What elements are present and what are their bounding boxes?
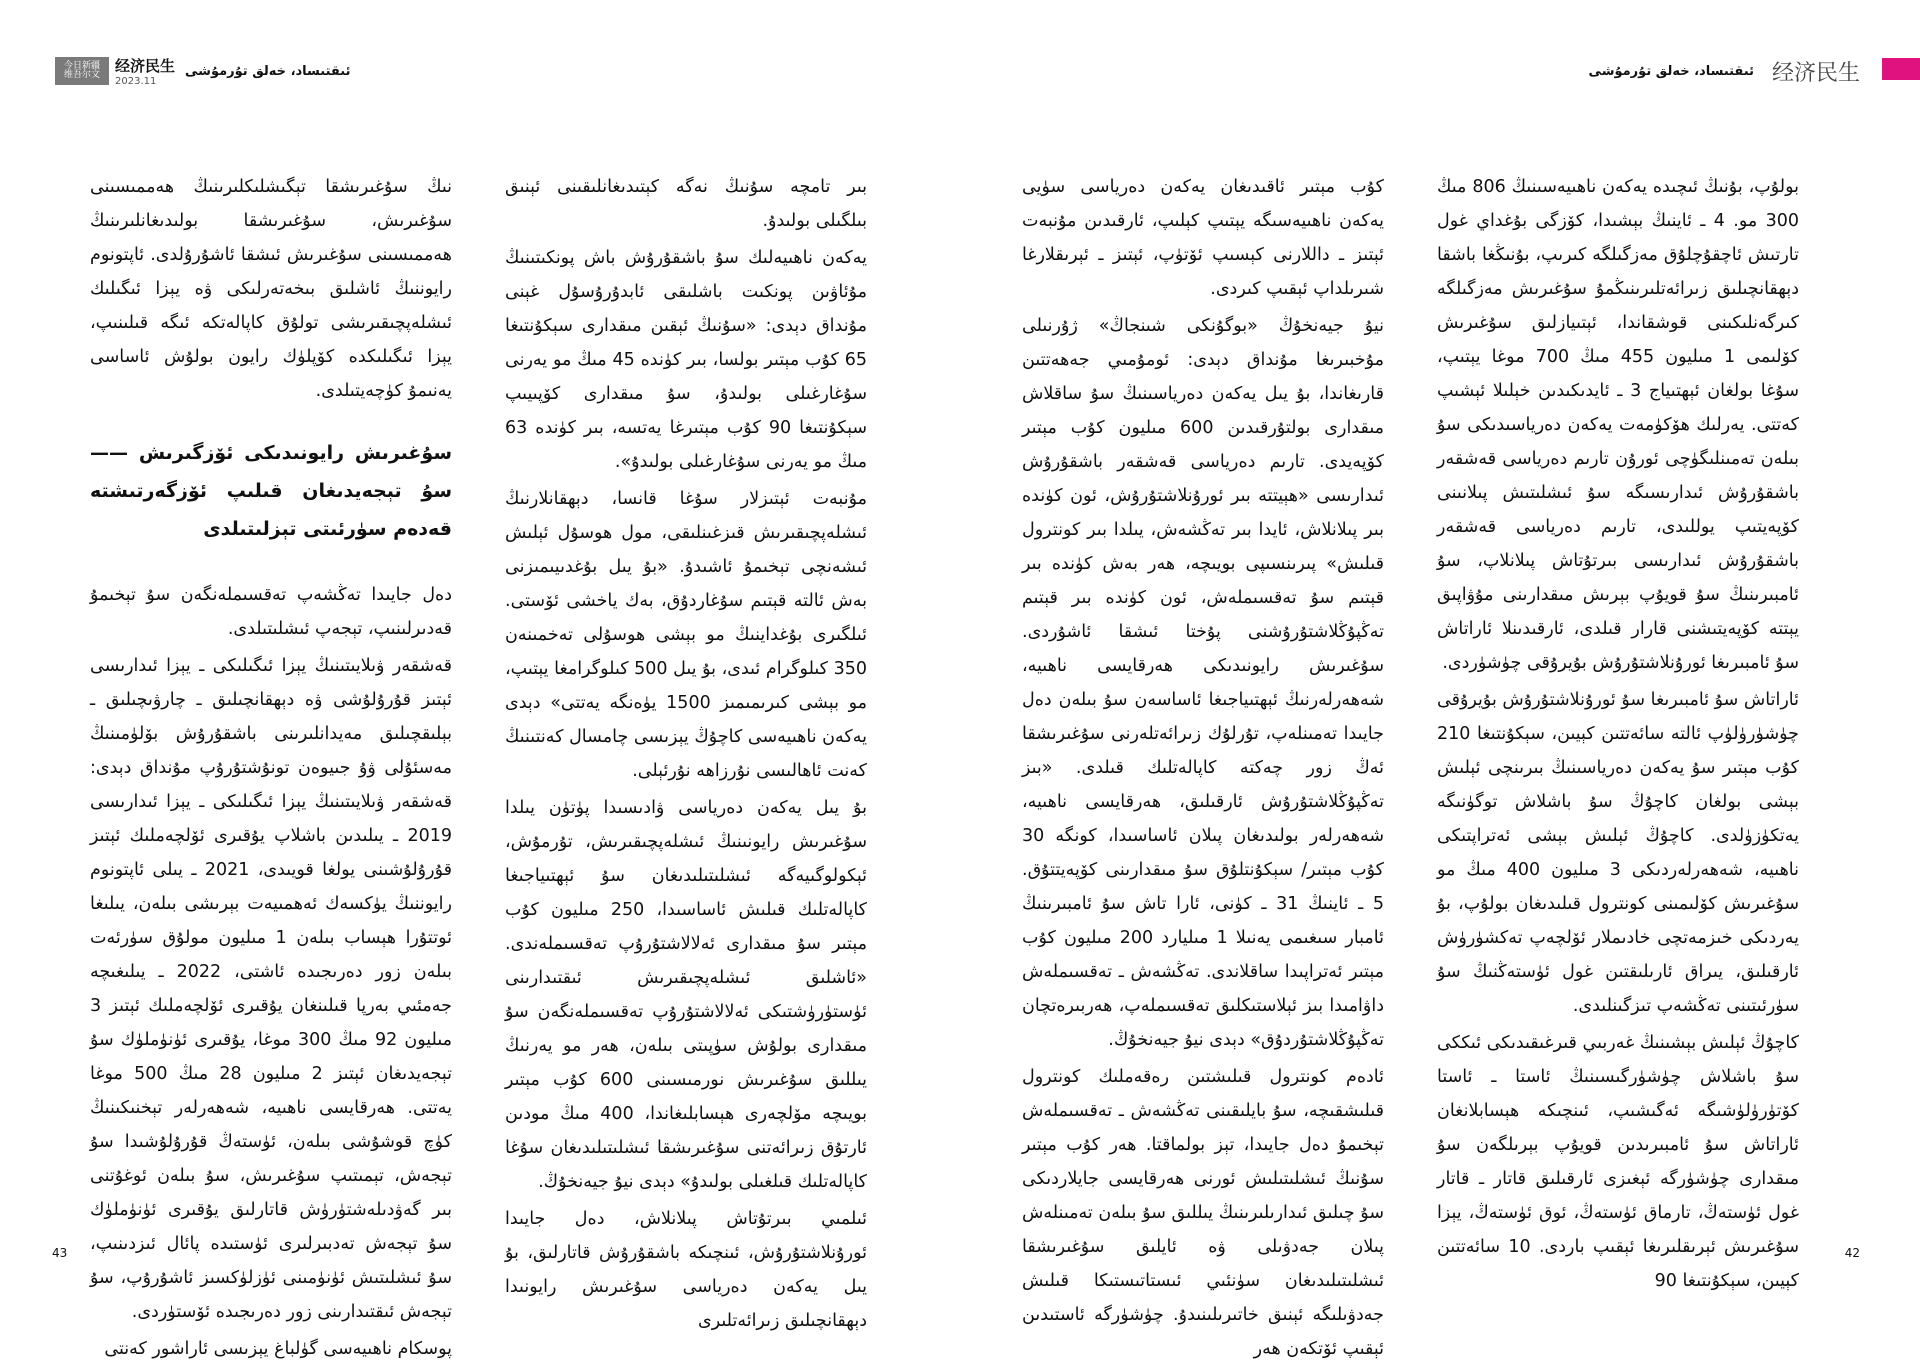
paragraph: نيۇ جيەنخۇڭ «بوگۇنكى شىنجاڭ» ژۇرنىلى مۇخبىرىغا مۇنداق دېدى: ئومۇمىي جەھەتتىن قارىغاندا، بۇ يىل يەكەن دەرياسىنىڭ سۇ ساقلاش مىقدارى بولتۇرقىدىن 600 مىليون كۇب مېتىر كۆپەيدى. تارىم دەرياسى قەشقەر باشقۇرۇش ئىدارىسى «ھېيتتە بىر ئورۇنلاشتۇرۇش، ئون كۈندە بىر پىلانلاش، ئايدا بىر تەڭشەش، يىلدا بىر كونترول قىلىش» پىرىنسىپى بويىچە، ھەر بەش كۈندە بىر قېتىم سۇ تەقسىملەش، ئون كۈندە بىر قېتىم تەڭپۇڭلاشتۇرۇشنى پۇختا ئىشقا ئاشۇردى. سۇغىرىش رايونىدىكى ھەرقايسى ناھىيە، شەھەرلەرنىڭ ئېھتىياجىغا ئاساسەن سۇ بىلەن دەل جايىدا تەمىنلەپ، تۇرلۇك زىرائەتلەرنى سۇغىرىشقا ئەڭ زور چەكتە كاپالەتلىك قىلدى. «بىز تەڭپۇڭلاشتۇرۇش ئارقىلىق، ھەرقايسى ناھىيە، شەھەرلەر بولىدىغان پىلان ئاساسىدا، كونگە 30 كۇب مېتىر/ سېكۇنتلۇق سۇ مىقدارىنى كۆپەيتتۇق. 5 ـ ئاينىڭ 31 ـ كۈنى، ئارا تاش سۇ ئامبىرىنىڭ ئامبار سىغىمى يەنىلا 1 مىليارد 200 مىليون كۇب مېتىر ئەتراپىدا ساقلاندى. تەڭشەش ـ تەقسىملەش داۋامىدا بىز ئېلاستىكلىق تەقسىملەپ، ھەربىرەتچان تەڭپۇڭلاشتۇردۇق» دېدى نيۇ جيەنخۇڭ. <box>1022 316 1385 1050</box>
section-title-right: 经济民生 <box>1771 60 1860 86</box>
header-title-block <box>115 55 175 87</box>
logo-top-text: 今日新疆 <box>63 61 100 71</box>
paragraph: قەشقەر ۋىلايىتىنىڭ يېزا ئىگىلىكى ـ يېزا ئىدارىسى ئېتىز قۇرۇلۇشى ۋە دېھقانچىلىق ـ چارۋىچىلىق ـ بېلىقچىلىق مەيدانلىرىنى باشقۇرۇش بۆلۈمىنىڭ مەسئۇلى ۋۇ جىيوەن تونۇشتۇرۇپ مۇنداق دېدى: قەشقەر ۋىلايىتىنىڭ يېزا ئىگىلىكى ـ يېزا ئىدارىسى 2019 ـ يىلىدىن باشلاپ يۇقىرى ئۆلچەملىك ئېتىز قۇرۇلۇشىنى يولغا قويىدى، 2021 ـ يىلى ئاپتونوم رايوننىڭ يۈكسەك ئەھمىيەت بېرىشى بىلەن، يىلىغا ئوتتۇرا ھېساب بىلەن 1 مىليون مولۇق سۈرئەت بىلەن زور دەرىجىدە ئاشتى، 2022 ـ يىلىغىچە جەمئىي بەرپا قىلىنغان يۇقىرى ئۆلچەملىك ئېتىز 3 مىليون 92 مىڭ 300 موغا، يۇقىرى ئۈنۈملۈك سۇ تېجەيدىغان ئېتىز 2 مىليون 28 مىڭ 500 موغا يەتتى. ھەرقايسى ناھىيە، شەھەرلەر تېخنىكىنىڭ كۈچ قوشۇشى بىلەن، ئۈستەڭ قۇرۇلۇشىدا سۇ تېجەش، تېمىتىپ سۇغىرىش، سۇ بىلەن ئوغۇتنى بىر گەۋدىلەشتۈرۈش قاتارلىق يۇقىرى ئۈنۈملۈك سۇ تېجەش تەدبىرلىرى ئۈستىدە پائال ئىزدىنىپ، سۇ ئىشلىتىش ئۈنۈمىنى ئۈزلۈكسىز ئاشۇرۇپ، سۇ تېجەش ئىقتىدارىنى زور دەرىجىدە ئۆستۈردى. <box>90 656 452 1322</box>
section-subtitle: ئىقتىساد، خەلق تۇرمۇشى <box>185 63 351 79</box>
paragraph: بولۇپ، بۇنىڭ ئىچىدە يەكەن ناھىيەسىنىڭ 806 مىڭ 300 مو. 4 ـ ئاينىڭ بېشىدا، كۆزگى بۇغداي غول تارتىش ئاچقۇچلۇق مەزگىلگە كىرىپ، بۇنىڭغا باشقا دېھقانچىلىق زىرائەتلىرىنىڭمۇ سۇغىرىش مەزگىلگە كىرگەنلىكىنى قوشقاندا، ئېتىيازلىق سۇغىرىش كۆلىمى 1 مىليون 455 مىڭ 700 موغا يېتىپ، سۇغا بولغان ئېھتىياج 3 ـ ئايدىكىدىن خېلىلا ئېشىپ كەتتى. يەرلىك ھۆكۈمەت يەكەن دەرياسىدىكى سۇ بىلەن تەمىنلىگۈچى ئورۇن تارىم دەرياسى قەشقەر باشقۇرۇش ئىدارىسىگە سۇ ئىشلىتىش پىلانىنى كۆپەيتىپ يوللىدى، تارىم دەرياسى قەشقەر باشقۇرۇش ئىدارىسى بىرتۇتاش پىلانلاپ، سۇ ئامبىرىنىڭ سۇ قويۇپ بېرىش مىقدارىنى مۇۋاپىق يېتتە كۆپەيتىشنى قارار قىلدى، ئارقىدىنلا ئاراتاش سۇ ئامبىرىغا ئورۇنلاشتۇرۇش بۇيرۇقى چۈشۈردى. <box>1437 177 1799 673</box>
header-left <box>55 57 351 87</box>
magazine-logo <box>55 57 109 85</box>
section-heading: سۇغىرىش رايونىدىكى ئۆزگىرىش —— سۇ تېجەيدىغان قىلىپ ئۆزگەرتىشتە قەدەم سۈرئىتى تېزلىتىلدى <box>90 442 452 540</box>
paragraph: مۇنبەت ئېتىزلار سۇغا قانسا، دېھقانلارنىڭ ئىشلەپچىقىرىش قىزغىنلىقى، مول ھوسۇل ئېلىش ئىشەنچى تېخىمۇ ئاشىدۇ. «بۇ يىل بۇغدىيىمىزنى بەش ئالتە قېتىم سۇغاردۇق، بەك ياخشى ئۆستى. ئىلگىرى بۇغداينىڭ مو بېشى ھوسۇلى تەخمىنەن 350 كىلوگرام ئىدى، بۇ يىل 500 كىلوگرامغا يېتىپ، مو بېشى كىرىمىمىز 1500 يۈەنگە يەتتى» دېدى يەكەن ناھىيەسى كاچۇڭ يېزىسى چامسال كەنتىنىڭ كەنت ئاھالىسى نۇرزاھە نۇرئېلى. <box>505 489 867 781</box>
header-right <box>1579 58 1860 84</box>
page-number-right: 42 <box>1844 1246 1860 1260</box>
paragraph: ئادەم كونترول قىلىشتىن رەقەملىك كونترول قىلىشقىچە، سۇ بايلىقىنى تەڭشەش ـ تەقسىملەش تېخىمۇ دەل جايىدا، تېز بولماقتا. ھەر كۇب مېتىر سۇنىڭ ئىشلىتىلىش ئورنى ھەرقايسى جايلاردىكى سۇ چىلىق ئىدارىلىرىنىڭ يىللىق سۇ بىلەن تەمىنلەش پىلان جەدۋىلى ۋە ئايلىق سۇغىرىشقا ئىشلىتىلىدىغان سۈنئىي ئىستاتىستىكا قىلىش جەدۋىلىگە ئېنىق خاتىرىلىنىدۇ. چۈشۈرگە ئاستىدىن ئېقىپ ئۆتكەن ھەر <box>1022 1067 1384 1359</box>
column-2 <box>505 170 867 1341</box>
page-number-left: 43 <box>52 1246 68 1260</box>
paragraph: بۇ يىل يەكەن دەرياسى ۋادىسىدا پۈتۈن يىلدا سۇغىرىش رايونىنىڭ ئىشلەپچىقىرىش، تۇرمۇش، ئېكولوگىيەگە ئىشلىتىلىدىغان سۇ ئېھتىياجىغا كاپالەتلىك قىلىش ئاساسىدا، 250 مىليون كۇب مېتىر سۇ مىقدارى ئەلالاشتۇرۇپ تەقسىملەندى. «ئاشلىق ئىشلەپچىقىرىش ئىقتىدارىنى ئۈستۈرۈشتىكى ئەلالاشتۇرۇپ تەقسىملەنگەن سۇ مىقدارى بولۇش سۈپىتى بىلەن، ھەر مو يەرنىڭ يىللىق سۇغىرىش نورمىسىنى 600 كۇب مېتىر بويىچە مۆلچەرى ھېسابلىغاندا، 400 مىڭ مودىن ئارتۇق زىرائەتنى سۇغىرىشقا ئىشلىتىلىدىغان سۇغا كاپالەتلىك قىلغىلى بولىدۇ» دېدى نيۇ جيەنخۇڭ. <box>505 798 867 1192</box>
paragraph: بىر تامچە سۇنىڭ نەگە كېتىدىغانلىقىنى ئېنىق بىلگىلى بولىدۇ. <box>505 177 867 231</box>
issue-date: 2023.11 <box>115 76 157 87</box>
paragraph: نىڭ سۇغىرىشقا تېگىشلىكلىرىنىڭ ھەممىسىنى سۇغىرىش، سۇغىرىشقا بولىدىغانلىرىنىڭ ھەممىسىنى سۇغىرىش ئىشقا ئاشۇرۇلدى. ئاپتونوم رايوننىڭ ئاشلىق بىخەتەرلىكى ۋە يېزا ئىگىلىك ئىشلەپچىقىرىشى تولۇق كاپالەتكە ئىگە قىلىنىپ، يېزا ئىگىلىكدە كۆپلۈك رايون بولۇش ئاساسى يەنىمۇ كۈچەيتىلدى. <box>90 177 452 401</box>
section-title: 经济民生 <box>115 57 176 75</box>
paragraph: دەل جايىدا تەڭشەپ تەقسىملەنگەن سۇ تېخىمۇ قەدىرلىنىپ، تېجەپ ئىشلىتىلدى. <box>90 585 452 639</box>
column-4 <box>1437 170 1799 1301</box>
section-subtitle-right: ئىقتىساد، خەلق تۇرمۇشى <box>1588 63 1754 79</box>
paragraph: پوسكام ناھىيەسى گۈلباغ يېزىسى ئاراشور كەنتى <box>104 1339 452 1359</box>
logo-bottom-text: 维吾尔文 <box>63 70 100 80</box>
column-3 <box>1022 170 1384 1369</box>
paragraph: كۇب مېتىر ئاقىدىغان يەكەن دەرياسى سۈيى يەكەن ناھىيەسىگە يېتىپ كېلىپ، ئارقىدىن مۇنبەت ئېتىز ـ داللارنى كېسىپ ئۆتۈپ، ئېتىز ـ ئېرىقلارغا شىرىلداپ ئېقىپ كىردى. <box>1022 177 1384 299</box>
paragraph: يەكەن ناھىيەلىك سۇ باشقۇرۇش باش پونكىتىنىڭ مۇئاۋىن پونكىت باشلىقى ئابدۇرۇسۇل غېنى مۇنداق دېدى: «سۇنىڭ ئېقىن مىقدارى سېكۇنتىغا 65 كۇب مېتىر بولسا، بىر كۈندە 45 مىڭ مو يەرنى سۇغارغىلى بولىدۇ، سۇ مىقدارى كۆپىيىپ سېكۇنتىغا 90 كۇب مېتىرغا يەتسە، بىر كۈندە 63 مىڭ مو يەرنى سۇغارغىلى بولىدۇ». <box>505 248 868 472</box>
paragraph: ئاراتاش سۇ ئامبىرىغا سۇ ئورۇنلاشتۇرۇش بۇيرۇقى چۈشۈرۈلۈپ ئالتە سائەتتىن كېيىن، سېكۇنتىغا 210 كۇب مېتىر سۇ يەكەن دەرياسىنىڭ بىرىنچى ئېلىش بېشى بولغان كاچۇڭ سۇ باشلاش توگۈنىگە يەتكۈزۈلدى. كاچۇڭ ئېلىش بېشى ئەتراپتىكى ناھىيە، شەھەرلەردىكى 3 مىليون 400 مىڭ مو سۇغىرىش كۆلىمىنى كونترول قىلىدىغان بولۇپ، بۇ يەردىكى خىزمەتچى خادىملار ئۆلچەپ تەكشۈرۈش ئارقىلىق، يىراق ئارىلىقتىن غول ئۈستەڭنىڭ سۇ سۈرئىتىنى تەڭشەپ تىزگىنلىدى. <box>1437 690 1799 1016</box>
paragraph: كاچۇڭ ئېلىش بېشىنىڭ غەربىي قىرغىقىدىكى ئىككى سۇ باشلاش چۈشۈرگىسىنىڭ ئاستا ـ ئاستا كۆتۈرۈلۈشىگە ئەگىشىپ، ئىنچىكە ھېسابلانغان ئاراتاش سۇ ئامبىرىدىن قويۇپ بېرىلگەن سۇ مىقدارى چۈشۈرگە ئېغىزى ئارقىلىق قاتار ـ قاتار غول ئۈستەڭ، تارماق ئۈستەڭ، ئوق ئۈستەڭ، يېزا سۇغىرىش ئېرىقلىرىغا ئېقىپ باردى. 10 سائەتتىن كېيىن، سېكۇنتىغا 90 <box>1437 1033 1799 1291</box>
accent-bar <box>1882 58 1920 80</box>
paragraph: ئىلمىي بىرتۇتاش پىلانلاش، دەل جايىدا ئورۇنلاشتۇرۇش، ئىنچىكە باشقۇرۇش قاتارلىق، بۇ يىل يەكەن دەرياسى سۇغىرىش رايونىدا دېھقانچىلىق زىرائەتلىرى <box>505 1209 867 1331</box>
column-1 <box>90 170 452 1369</box>
